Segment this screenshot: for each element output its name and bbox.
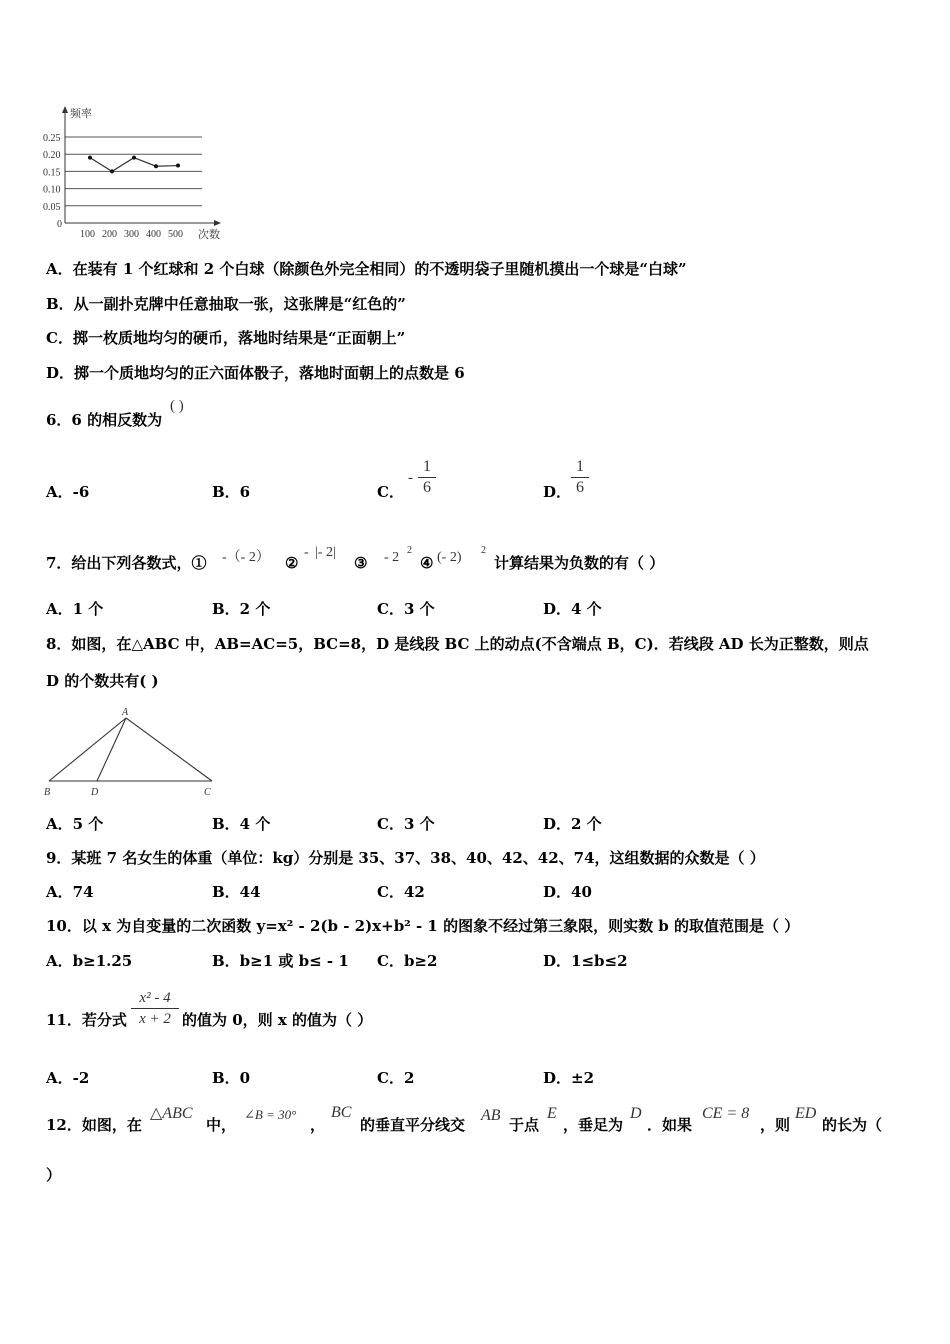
y-tick-labels xyxy=(43,133,62,230)
q12-text-1: 12．如图，在 xyxy=(46,1116,142,1134)
q11-option-b: B．0 xyxy=(212,1069,251,1087)
q12-math-d: D xyxy=(630,1105,642,1122)
q8-triangle-figure xyxy=(40,704,225,800)
chart-grid xyxy=(65,137,202,206)
q10-option-a: A．b≥1.25 xyxy=(46,952,133,970)
q11-stem-post: 的值为 0，则 x 的值为（ ） xyxy=(182,1011,373,1029)
q6-option-a: A．-6 xyxy=(46,483,90,501)
data-point xyxy=(88,156,92,160)
q12-math-ed: ED xyxy=(795,1105,817,1122)
q12-math-angle: ∠B = 30° xyxy=(244,1107,297,1122)
q7-expr-1: -（- 2） xyxy=(222,550,270,565)
q12-text-5: 于点 xyxy=(509,1116,540,1134)
q7-tail: 计算结果为负数的有（ ） xyxy=(494,554,665,572)
q11-stem-pre: 11．若分式 xyxy=(46,1011,127,1029)
label-d: D xyxy=(91,787,99,798)
q6-option-c: C． xyxy=(377,483,404,501)
q10-option-c: C．b≥2 xyxy=(377,952,438,970)
y-tick-label: 0.10 xyxy=(43,184,61,196)
frequency-chart xyxy=(40,104,230,244)
q12-math-bc: BC xyxy=(331,1104,352,1121)
q11-fraction xyxy=(131,989,179,1028)
q12-text-4: 的垂直平分线交 xyxy=(360,1116,466,1134)
q10-stem: 10．以 x 为自变量的二次函数 y=x² - 2(b - 2)x+b² - 1 的图象不经过第三象限，则实数 b 的取值范围是（ ） xyxy=(46,917,800,935)
data-point xyxy=(132,156,136,160)
segment-ab xyxy=(49,718,126,781)
q12-text-8: ，则 xyxy=(760,1116,791,1134)
q11-denominator: x + 2 xyxy=(139,1011,171,1027)
q12-text-3: ， xyxy=(310,1116,326,1134)
q6-option-d-fraction xyxy=(571,458,589,497)
q11-option-c: C．2 xyxy=(377,1069,415,1087)
x-tick-label: 200 xyxy=(102,229,117,240)
q9-option-a: A．74 xyxy=(46,883,94,901)
q6-d-denominator: 6 xyxy=(576,479,584,496)
q5-option-a: A．在装有 1 个红球和 2 个白球（除颜色外完全相同）的不透明袋子里随机摸出一个球是“白球” xyxy=(46,260,687,278)
q12-math-e: E xyxy=(547,1105,557,1122)
x-tick-label: 500 xyxy=(168,229,183,240)
q11-numerator: x² - 4 xyxy=(139,990,171,1006)
q5-option-c: C．掷一枚质地均匀的硬币，落地时结果是“正面朝上” xyxy=(46,329,406,347)
x-tick-label: 100 xyxy=(80,229,95,240)
q11-option-a: A．-2 xyxy=(46,1069,90,1087)
q6-c-numerator: 1 xyxy=(423,458,431,475)
data-point xyxy=(154,164,158,168)
x-axis-label: 次数 xyxy=(198,229,220,241)
q9-option-c: C．42 xyxy=(377,883,425,901)
q7-option-a: A．1 个 xyxy=(46,600,104,618)
q9-option-b: B．44 xyxy=(212,883,261,901)
x-tick-labels xyxy=(80,229,183,240)
q8-option-b: B．4 个 xyxy=(212,815,271,833)
q8-option-c: C．3 个 xyxy=(377,815,435,833)
q7-stem: 7．给出下列各数式，① xyxy=(46,554,207,572)
y-tick-label: 0.25 xyxy=(43,133,61,144)
q6-d-numerator: 1 xyxy=(576,458,584,475)
label-c: C xyxy=(204,787,211,798)
q7-expr-4b: 2 xyxy=(481,545,486,556)
q7-expr-2a: - xyxy=(304,545,309,560)
x-axis-arrow xyxy=(214,220,221,226)
q10-option-d: D．1≤b≤2 xyxy=(543,952,628,970)
data-point xyxy=(110,169,114,173)
q5-option-b: B．从一副扑克牌中任意抽取一张，这张牌是“红色的” xyxy=(46,295,406,313)
q7-expr-4a: (- 2) xyxy=(437,550,462,565)
q8-stem-line2: D 的个数共有( ) xyxy=(46,672,159,690)
y-tick-label: 0 xyxy=(57,219,62,230)
q5-option-d: D．掷一个质地均匀的正六面体骰子，落地时面朝上的点数是 6 xyxy=(46,364,465,382)
y-axis-label: 频率 xyxy=(70,108,92,120)
q7-circle-2: ② xyxy=(285,554,299,572)
y-tick-label: 0.15 xyxy=(43,167,61,179)
q8-stem-line1: 8．如图，在△ABC 中，AB=AC=5，BC=8，D 是线段 BC 上的动点(不含端点 B，C)．若线段 AD 长为正整数，则点 xyxy=(46,635,869,653)
q7-circle-3: ③ xyxy=(354,554,368,572)
q7-expr-3a: - 2 xyxy=(384,550,400,565)
q7-expr-2b: |- 2| xyxy=(315,545,336,560)
q12-text-9: 的长为（ xyxy=(822,1116,883,1134)
q9-option-d: D．40 xyxy=(543,883,592,901)
q8-option-d: D．2 个 xyxy=(543,815,602,833)
segment-ac xyxy=(126,718,212,781)
q7-option-c: C．3 个 xyxy=(377,600,435,618)
q12-math-triangle: △ABC xyxy=(150,1105,193,1122)
data-point xyxy=(176,164,180,168)
label-b: B xyxy=(44,787,51,798)
y-tick-label: 0.20 xyxy=(43,150,61,162)
y-axis-arrow xyxy=(62,106,68,113)
q12-text-6: ，垂足为 xyxy=(563,1116,624,1134)
q7-expr-3b: 2 xyxy=(407,545,412,556)
q12-text-line2: ） xyxy=(46,1166,62,1184)
q6-option-b: B．6 xyxy=(212,483,251,501)
segment-ad xyxy=(97,718,126,781)
x-tick-label: 400 xyxy=(146,229,161,240)
q6-option-c-fraction xyxy=(418,458,436,497)
y-tick-label: 0.05 xyxy=(43,201,61,213)
q12-math-ce: CE = 8 xyxy=(702,1105,750,1122)
series-line xyxy=(90,158,178,172)
q6-paren: ( ) xyxy=(170,398,184,414)
q8-option-a: A．5 个 xyxy=(46,815,104,833)
x-tick-label: 300 xyxy=(124,229,139,240)
label-a: A xyxy=(122,707,129,718)
q12-text-7: ．如果 xyxy=(647,1116,693,1134)
q6-option-d: D． xyxy=(543,483,572,501)
q7-circle-4: ④ xyxy=(420,554,434,572)
q11-option-d: D．±2 xyxy=(543,1069,595,1087)
q6-c-denominator: 6 xyxy=(423,479,431,496)
q7-option-d: D．4 个 xyxy=(543,600,602,618)
q6-stem: 6．6 的相反数为 xyxy=(46,411,163,429)
q10-option-b: B．b≥1 或 b≤ - 1 xyxy=(212,952,349,970)
q6-option-c-sign: - xyxy=(408,470,413,486)
q7-option-b: B．2 个 xyxy=(212,600,271,618)
q9-stem: 9．某班 7 名女生的体重（单位：kg）分别是 35、37、38、40、42、42、74，这组数据的众数是（ ） xyxy=(46,849,765,867)
q12-math-ab: AB xyxy=(481,1107,501,1124)
q12-text-2: 中， xyxy=(206,1116,237,1134)
